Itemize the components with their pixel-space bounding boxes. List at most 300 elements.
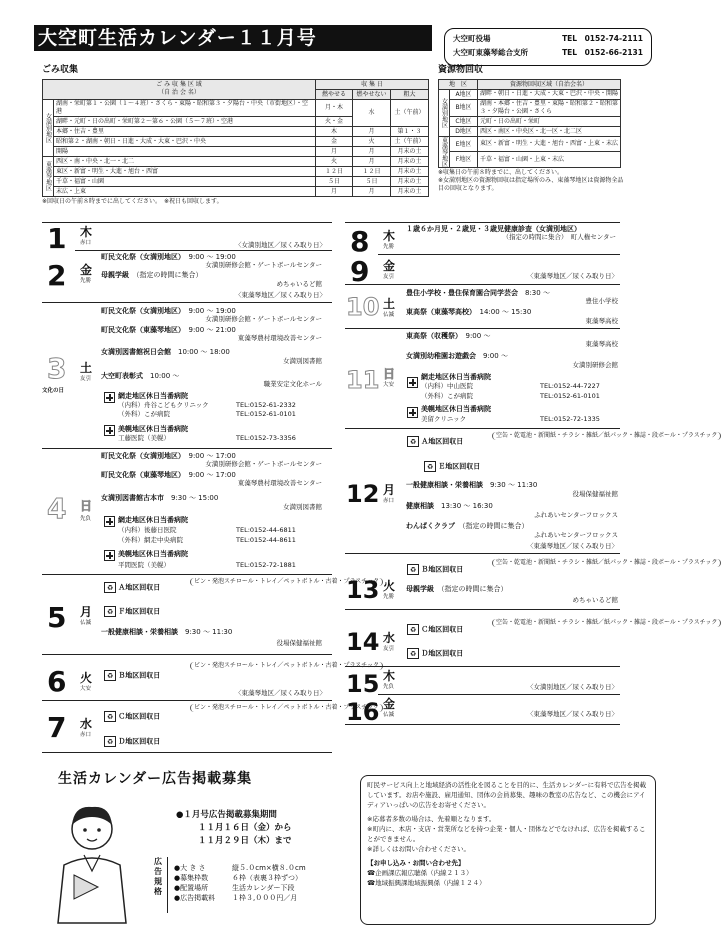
day-weekday: 日 bbox=[383, 367, 396, 381]
ad-contact-line: 企画課広報広聴係（内線２１３） bbox=[375, 869, 473, 877]
day-weekday: 木 bbox=[383, 669, 396, 683]
area-cell: 昭和第２・湖南・朝日・日進・大成・大東・巴沢・中央 bbox=[54, 136, 316, 146]
area-cell: 開陽 bbox=[54, 146, 316, 156]
collection-label: Ｃ地区回収日 bbox=[118, 712, 161, 721]
phone-icon: ☎ bbox=[367, 879, 376, 887]
collection-items: ビン・発泡スチロール・トレイ／ペットボトル・古着・プラスチック bbox=[190, 704, 383, 712]
event-place: 東藻琴高校 bbox=[585, 317, 618, 325]
collection-label: Ｂ地区回収日 bbox=[421, 565, 464, 574]
burn-cell: 火 bbox=[316, 156, 353, 166]
event-name: 町民文化祭（東藻琴地区） bbox=[101, 471, 182, 479]
event-time: 9:00 ～ 21:00 bbox=[188, 326, 236, 334]
cross-icon bbox=[104, 392, 115, 403]
ad-period-start: １１月１６日（金）から bbox=[198, 823, 292, 833]
event-time: 9:00 ～ 17:00 bbox=[188, 452, 236, 460]
burn-cell: 月 bbox=[316, 146, 353, 156]
hospital-block bbox=[104, 392, 115, 403]
noburn-cell: 水 bbox=[353, 99, 391, 126]
event-name: 町民文化祭（東藻琴地区） bbox=[101, 326, 182, 334]
group-label: 東藻琴地区 bbox=[440, 136, 448, 167]
zone-areas: 東区・新富・明生・大進・旭台・西富・上東・末広 bbox=[478, 136, 621, 152]
garbage-title: ごみ収集 bbox=[42, 65, 79, 75]
area-cell: 西区・南・中央・北一・北二 bbox=[54, 156, 316, 166]
day-rokuyo: 先負 bbox=[80, 516, 92, 522]
day-number: 3 bbox=[47, 352, 67, 385]
hospital-tel: TEL:0152-61-0101 bbox=[540, 392, 600, 400]
large-cell: 第１・３ bbox=[391, 126, 429, 136]
event-time: 10:00 ～ 18:00 bbox=[178, 348, 230, 356]
recycle-icon: ♻ bbox=[407, 648, 419, 659]
office-name: 大空町東藻琴総合支所 bbox=[453, 48, 528, 57]
spec-value: 縦５.０cm×横８.０cm bbox=[232, 864, 306, 872]
large-cell: 月末の土 bbox=[391, 146, 429, 156]
event-place: めちゃいるど館 bbox=[572, 596, 618, 604]
day-number: 14 bbox=[346, 628, 380, 656]
ad-note: ※町内に、本店・支店・営業所などを持つ企業・個人・団体などでなければ、広告を掲載することができません。 bbox=[367, 825, 646, 843]
day-weekday: 木 bbox=[80, 225, 93, 239]
day-weekday: 月 bbox=[80, 605, 93, 619]
day-weekday: 火 bbox=[383, 579, 396, 593]
burn-cell: 火・金 bbox=[316, 116, 353, 126]
collection-badge bbox=[104, 582, 160, 593]
ad-title: 生活カレンダー広告掲載募集 bbox=[58, 771, 253, 787]
event-title bbox=[101, 348, 230, 356]
divider bbox=[42, 222, 332, 223]
hospital-tel: TEL:0152-72-1881 bbox=[236, 561, 296, 569]
event-title bbox=[406, 522, 529, 530]
day-note: 〈東藻琴地区／尿くみ取り日〉 bbox=[527, 542, 618, 550]
event-place: 女満別研修会館 bbox=[572, 361, 618, 369]
day-weekday: 金 bbox=[383, 259, 396, 273]
collection-items: 空缶・乾電池・新聞紙・チラシ・雑紙／紙パック・雑誌・段ボール・プラスチック bbox=[492, 432, 721, 440]
noburn-cell: 月 bbox=[353, 146, 391, 156]
burn-cell: 月・木 bbox=[316, 99, 353, 116]
col-burn: 燃やせる bbox=[316, 89, 353, 99]
day-rokuyo: 赤口 bbox=[80, 240, 92, 246]
large-cell: 月末の土 bbox=[391, 166, 429, 176]
event-time: 9:30 ～ 11:30 bbox=[490, 481, 538, 489]
event-place: 女満別研修会館・ゲートボールセンター bbox=[205, 261, 322, 269]
day-number: 8 bbox=[350, 225, 370, 258]
hospital-title: 美幌地区休日当番病院 bbox=[421, 405, 491, 413]
recycle-note-line: ※女満別地区の資源物回収は指定場所のみ、東藻琴地区は資源物全品目の回収となります。 bbox=[438, 176, 624, 192]
area-cell: 湖南・栄町第１・公園（１～４班）・さくら・東陽・昭和第３・夕陽台・中央（市街地区）・空港 bbox=[54, 99, 316, 116]
event-name: 母親学級 bbox=[406, 585, 434, 593]
day-note: 〈女満別地区／尿くみ取り日〉 bbox=[235, 241, 326, 249]
day-weekday: 火 bbox=[80, 671, 93, 685]
event-title bbox=[406, 585, 508, 593]
zone-areas: 西区・南区・中央区・北一区・北二区 bbox=[478, 126, 621, 136]
garbage-col-area-sub: （自 治 会 名） bbox=[158, 89, 200, 97]
spec-key: ●募集枠数 bbox=[174, 874, 209, 882]
day-number: 10 bbox=[346, 293, 380, 321]
event-title: １歳６か月児・２歳児・３歳児健康診査（女満別地区） bbox=[406, 225, 581, 233]
event-title bbox=[406, 332, 490, 340]
collection-label: Ｃ地区回収日 bbox=[421, 625, 464, 634]
event-title bbox=[101, 372, 179, 380]
event-place: 女満別研修会館・ゲートボールセンター bbox=[205, 460, 322, 468]
ad-period-label: ●１月号広告掲載募集期間 bbox=[176, 810, 277, 820]
recycle-icon: ♻ bbox=[104, 606, 116, 617]
day-note: 〈東藻琴地区／尿くみ取り日〉 bbox=[527, 272, 618, 280]
day-rokuyo: 先勝 bbox=[383, 244, 395, 250]
day-number: 1 bbox=[47, 222, 67, 255]
divider bbox=[345, 284, 620, 285]
hospital-tel: TEL:0152-44-6811 bbox=[236, 526, 296, 534]
day-number: 2 bbox=[47, 259, 67, 292]
event-title bbox=[406, 352, 508, 360]
burn-cell: １２日 bbox=[316, 166, 353, 176]
zone-cell: E地区 bbox=[450, 136, 478, 152]
hospital-name: （外科）こが病院 bbox=[421, 392, 473, 400]
spec-key: ●大 き さ bbox=[174, 864, 206, 872]
event-place: ふれあいセンターフロックス bbox=[534, 531, 618, 539]
recycle-icon: ♻ bbox=[104, 711, 116, 722]
ad-contact bbox=[367, 868, 649, 878]
event-time: 10:00 ～ bbox=[150, 372, 180, 380]
hospital-name: （内科）後藤日医院 bbox=[118, 526, 177, 534]
day-rokuyo: 仏滅 bbox=[383, 312, 395, 318]
event-place: 東藻琴農村環境改善センター bbox=[237, 479, 322, 487]
area-cell: 本郷・住吉・豊里 bbox=[54, 126, 316, 136]
day-rokuyo: 先負 bbox=[383, 684, 395, 690]
event-title bbox=[406, 289, 550, 297]
day-number: 13 bbox=[346, 576, 380, 604]
event-time: （指定の時間に集合） bbox=[441, 585, 508, 593]
noburn-cell: ５日 bbox=[353, 176, 391, 186]
hospital-name: （内科）舟谷こどもクリニック bbox=[118, 401, 209, 409]
hospital-title: 網走地区休日当番病院 bbox=[118, 516, 188, 524]
recycle-icon: ♻ bbox=[104, 582, 116, 593]
phone-icon: ☎ bbox=[367, 869, 376, 877]
event-place: 豊住小学校 bbox=[585, 297, 618, 305]
event-place: 役場保健福祉館 bbox=[276, 639, 322, 647]
day-number: 4 bbox=[47, 492, 67, 525]
day-weekday: 金 bbox=[383, 697, 396, 711]
collection-items: ビン・発泡スチロール・トレイ／ペットボトル・古着・プラスチック bbox=[190, 662, 383, 670]
zone-cell: D地区 bbox=[450, 126, 478, 136]
collection-label: Ａ地区回収日 bbox=[118, 583, 161, 592]
col-large: 粗大 bbox=[391, 89, 429, 99]
area-cell: 湖畔・元町・日の出町・栄町第２～第６・公園（５～７班）・空港 bbox=[54, 116, 316, 126]
event-name: 一般健康相談・栄養相談 bbox=[101, 628, 178, 636]
event-name: 町民文化祭（女満別地区） bbox=[101, 253, 182, 261]
ad-info-box bbox=[360, 775, 656, 925]
recycle-icon: ♻ bbox=[104, 736, 116, 747]
hospital-name: 平間医院（美幌） bbox=[118, 561, 170, 569]
event-place: 東藻琴高校 bbox=[585, 340, 618, 348]
hospital-name: （内科）中山医院 bbox=[421, 382, 473, 390]
hospital-block bbox=[407, 377, 418, 388]
zone-areas: 湖畔・朝日・日進・大成・大東・巴沢・中央・開陽 bbox=[478, 89, 621, 99]
divider bbox=[42, 654, 332, 655]
collection-badge bbox=[424, 461, 480, 472]
hospital-block bbox=[407, 407, 418, 418]
collection-badge bbox=[104, 670, 160, 681]
noburn-cell: 火 bbox=[353, 136, 391, 146]
cross-icon bbox=[104, 516, 115, 527]
spec-key: ●広告掲載料 bbox=[174, 894, 216, 902]
divider bbox=[42, 302, 332, 303]
event-title bbox=[101, 326, 236, 334]
recycle-icon: ♻ bbox=[104, 670, 116, 681]
garbage-note: ※回収日の午前８時までに出してください。 ※祝日も回収します。 bbox=[42, 197, 223, 205]
recycle-col-area: 地 区 bbox=[439, 79, 478, 89]
group-label: 女満別地区 bbox=[439, 89, 450, 136]
large-cell: 月末の土 bbox=[391, 186, 429, 196]
event-name: 町民文化祭（女満別地区） bbox=[101, 452, 182, 460]
ad-spec-label: 広告規格 bbox=[154, 857, 168, 913]
ad-contact-line: 地域振興課地域振興係（内線１２４） bbox=[375, 879, 486, 887]
event-name: 東高祭（東藻琴高校） bbox=[406, 308, 473, 316]
hospital-block bbox=[104, 550, 115, 561]
event-time: 9:00 ～ 17:00 bbox=[188, 471, 236, 479]
zone-areas: 湖南・本郷・住吉・豊里・東陽・昭和第２・昭和第３・夕陽台・公園・さくら bbox=[478, 99, 621, 116]
day-number: 6 bbox=[47, 665, 67, 698]
noburn-cell: 月 bbox=[353, 186, 391, 196]
zone-cell: B地区 bbox=[450, 99, 478, 116]
area-cell: 末広・上東 bbox=[54, 186, 316, 196]
ad-section bbox=[38, 769, 656, 929]
day-weekday: 水 bbox=[383, 631, 396, 645]
office-tel: TEL 0152-66-2131 bbox=[562, 48, 643, 57]
event-time: 9:00 ～ 19:00 bbox=[188, 253, 236, 261]
hospital-tel: TEL:0152-61-0101 bbox=[236, 410, 296, 418]
day-rokuyo: 仏滅 bbox=[383, 712, 395, 718]
office-tel: TEL 0152-74-2111 bbox=[562, 34, 643, 43]
recycle-icon: ♻ bbox=[407, 624, 419, 635]
page-title: 大空町生活カレンダー１１月号 bbox=[34, 25, 432, 51]
divider bbox=[378, 254, 620, 255]
hospital-name: 工藤医院（美幌） bbox=[118, 434, 170, 442]
spec-value: １枠３,０００円／月 bbox=[232, 894, 298, 902]
ad-period bbox=[176, 809, 292, 848]
divider bbox=[42, 448, 332, 449]
event-name: 健康相談 bbox=[406, 502, 434, 510]
burn-cell: ５日 bbox=[316, 176, 353, 186]
hospital-block bbox=[104, 516, 115, 527]
group-label: 女満別地区 bbox=[43, 99, 54, 156]
day-weekday: 土 bbox=[383, 297, 396, 311]
event-title bbox=[101, 628, 232, 636]
day-number: 5 bbox=[47, 601, 67, 634]
day-rokuyo: 仏滅 bbox=[80, 620, 92, 626]
event-time: 9:00 ～ bbox=[465, 332, 491, 340]
collection-items: ビン・発泡スチロール・トレイ／ペットボトル・古着・プラスチック bbox=[190, 578, 383, 586]
recycle-icon: ♻ bbox=[407, 564, 419, 575]
event-time: （指定の時間に集合） bbox=[462, 522, 529, 530]
hospital-tel: TEL:0152-44-7227 bbox=[540, 382, 600, 390]
large-cell: 月末の土 bbox=[391, 176, 429, 186]
recycle-title: 資源物回収 bbox=[438, 65, 484, 75]
burn-cell: 金 bbox=[316, 136, 353, 146]
large-cell: 土（午前） bbox=[391, 136, 429, 146]
recycle-icon: ♻ bbox=[407, 436, 419, 447]
large-cell: 土（午前） bbox=[391, 99, 429, 126]
day-note: 〈東藻琴地区／尿くみ取り日〉 bbox=[527, 710, 618, 718]
area-cell: 東区・新富・明生・大進・旭台・西富 bbox=[54, 166, 316, 176]
day-rokuyo: 先勝 bbox=[80, 278, 92, 284]
cross-icon bbox=[407, 407, 418, 418]
event-place: めちゃいるど館 bbox=[276, 280, 322, 288]
spec-value: ６枠（表裏３枠ずつ） bbox=[232, 874, 302, 882]
hospital-block bbox=[104, 425, 115, 436]
divider bbox=[42, 574, 332, 575]
day-rokuyo: 友引 bbox=[383, 274, 395, 280]
collection-badge bbox=[104, 711, 160, 722]
recycle-col-zone: 資源物回収区域（自治会名） bbox=[478, 79, 621, 89]
collection-label: Ｆ地区回収日 bbox=[118, 607, 161, 616]
event-name: 母親学級 bbox=[101, 271, 129, 279]
event-time: （指定の時間に集合） bbox=[136, 271, 203, 279]
day-weekday: 木 bbox=[383, 229, 396, 243]
collection-label: Ａ地区回収日 bbox=[421, 437, 464, 446]
recycle-icon: ♻ bbox=[424, 461, 436, 472]
collection-items: 空缶・乾電池・新聞紙・チラシ・雑紙／紙パック・雑誌・段ボール・プラスチック bbox=[492, 559, 721, 567]
zone-areas: 元町・日の出町・栄町 bbox=[478, 116, 621, 126]
event-place: 役場保健福祉館 bbox=[572, 490, 618, 498]
cross-icon bbox=[104, 425, 115, 436]
hospital-name: （外科）こが病院 bbox=[118, 410, 170, 418]
day-number: 9 bbox=[350, 255, 370, 288]
event-time: 8:30 ～ bbox=[525, 289, 550, 297]
day-rokuyo: 赤口 bbox=[80, 732, 92, 738]
divider bbox=[345, 328, 620, 329]
day-number: 15 bbox=[346, 670, 380, 698]
divider bbox=[42, 752, 332, 753]
group-label: 東藻琴地区 bbox=[43, 156, 54, 196]
burn-cell: 木 bbox=[316, 126, 353, 136]
divider bbox=[345, 222, 620, 223]
ad-contact bbox=[367, 878, 649, 888]
day-rokuyo: 大安 bbox=[80, 686, 92, 692]
day-rokuyo: 大安 bbox=[383, 382, 395, 388]
area-cell: 千草・福富・山園 bbox=[54, 176, 316, 186]
collection-label: Ｅ地区回収日 bbox=[438, 462, 481, 471]
hospital-title: 美幌地区休日当番病院 bbox=[118, 550, 188, 558]
event-title bbox=[406, 502, 493, 510]
event-time: 9:30 ～ 15:00 bbox=[171, 494, 219, 502]
divider bbox=[345, 428, 620, 429]
zone-cell: A地区 bbox=[450, 89, 478, 99]
ad-contact-title: 【お申し込み・お問い合わせ先】 bbox=[367, 859, 465, 867]
event-time: 9:00 ～ 19:00 bbox=[188, 307, 236, 315]
divider bbox=[75, 250, 332, 251]
event-place: 女満別図書館 bbox=[283, 503, 322, 511]
event-title bbox=[101, 471, 236, 479]
day-number: 16 bbox=[346, 698, 380, 726]
hospital-title: 美幌地区休日当番病院 bbox=[118, 425, 188, 433]
spec-value: 生活カレンダー下段 bbox=[232, 884, 295, 892]
event-name: 町民文化祭（女満別地区） bbox=[101, 307, 182, 315]
spec-key: ●配置場所 bbox=[174, 884, 209, 892]
collection-badge bbox=[407, 564, 463, 575]
recycle-note-line: ※収集日の午前８時までに、出してください。 bbox=[438, 168, 564, 176]
event-name: 一般健康相談・栄養相談 bbox=[406, 481, 483, 489]
ad-note: ※応募者多数の場合は、先着順となります。 bbox=[367, 815, 496, 823]
event-place: ふれあいセンターフロックス bbox=[534, 511, 618, 519]
day-rokuyo: 赤口 bbox=[383, 498, 395, 504]
garbage-col-area: ご み 収 集 区 域 bbox=[156, 81, 202, 89]
day-note: 〈東藻琴地区／尿くみ取り日〉 bbox=[235, 689, 326, 697]
collection-badge bbox=[104, 736, 160, 747]
event-name: 豊住小学校・豊住保育園合同学芸会 bbox=[406, 289, 518, 297]
divider bbox=[345, 724, 620, 725]
event-time: 13:30 ～ 16:30 bbox=[441, 502, 493, 510]
hospital-name: （外科）網走中央病院 bbox=[118, 536, 183, 544]
event-note: （指定の時間に集合） 町人権センター bbox=[502, 233, 616, 241]
day-number: 12 bbox=[346, 480, 380, 508]
hospital-tel: TEL:0152-73-3356 bbox=[236, 434, 296, 442]
collection-badge bbox=[407, 624, 463, 635]
event-place: 女満別図書館 bbox=[283, 357, 322, 365]
day-number: 7 bbox=[47, 711, 67, 744]
day-weekday: 水 bbox=[80, 717, 93, 731]
zone-areas: 千草・福富・山園・上東・末広 bbox=[478, 152, 621, 168]
event-place: 職業安定文化ホール bbox=[263, 380, 322, 388]
day-rokuyo: 友引 bbox=[383, 646, 395, 652]
day-note: 〈東藻琴地区／尿くみ取り日〉 bbox=[235, 291, 326, 299]
hospital-title: 網走地区休日当番病院 bbox=[421, 373, 491, 381]
burn-cell: 月 bbox=[316, 186, 353, 196]
noburn-cell: 月 bbox=[353, 126, 391, 136]
collection-badge bbox=[104, 606, 160, 617]
event-time: 9:00 ～ bbox=[483, 352, 508, 360]
person-illustration-icon bbox=[44, 795, 140, 925]
cross-icon bbox=[104, 550, 115, 561]
event-name: 東高祭（収穫祭） bbox=[406, 332, 459, 340]
event-title bbox=[406, 308, 531, 316]
day-rokuyo: 友引 bbox=[80, 376, 92, 382]
event-name: 大空町表彰式 bbox=[101, 372, 143, 380]
event-name: 女満別図書館祝日会館 bbox=[101, 348, 171, 356]
event-place: 東藻琴農村環境改善センター bbox=[237, 334, 322, 342]
event-title bbox=[101, 271, 203, 279]
day-weekday: 金 bbox=[80, 263, 93, 277]
day-note: 〈女満別地区／尿くみ取り日〉 bbox=[527, 683, 618, 691]
divider bbox=[378, 694, 620, 695]
day-weekday: 月 bbox=[383, 483, 396, 497]
event-name: 女満別幼稚園お遊戯会 bbox=[406, 352, 476, 360]
noburn-cell: 月 bbox=[353, 156, 391, 166]
hospital-tel: TEL:0152-61-2332 bbox=[236, 401, 296, 409]
event-time: 14:00 ～ 15:30 bbox=[479, 308, 532, 316]
noburn-cell: １２日 bbox=[353, 166, 391, 176]
divider bbox=[345, 609, 620, 610]
day-weekday: 土 bbox=[80, 361, 93, 375]
collection-label: Ｂ地区回収日 bbox=[118, 671, 161, 680]
collection-label: Ｄ地区回収日 bbox=[118, 737, 161, 746]
large-cell: 月末の土 bbox=[391, 156, 429, 166]
holiday-label: 文化の日 bbox=[42, 388, 65, 394]
cross-icon bbox=[407, 377, 418, 388]
ad-note: ※詳しくはお問い合わせください。 bbox=[367, 845, 470, 853]
event-time: 9:30 ～ 11:30 bbox=[185, 628, 233, 636]
ad-description: 町民サービス向上と地域経済の活性化を図ることを目的に、生活カレンダーに有料で広告を掲載しています。お店や施設、雇用通知、団体の会員募集、趣味の教室の広告など、この機会にアイディアいっぱいの広告をお寄せください。 bbox=[367, 781, 647, 809]
col-noburn: 燃やせない bbox=[353, 89, 391, 99]
hospital-title: 網走地区休日当番病院 bbox=[118, 392, 188, 400]
day-weekday: 日 bbox=[80, 499, 93, 513]
collection-label: Ｄ地区回収日 bbox=[421, 649, 464, 658]
ad-period-end: １１月２９日（木）まで bbox=[198, 836, 292, 846]
zone-cell: F地区 bbox=[450, 152, 478, 168]
event-name: 女満別図書館古本市 bbox=[101, 494, 164, 502]
event-title bbox=[101, 494, 218, 502]
day-rokuyo: 先勝 bbox=[383, 594, 395, 600]
hospital-tel: TEL:0152-44-8611 bbox=[236, 536, 296, 544]
day-number: 11 bbox=[346, 366, 380, 394]
event-place: 女満別研修会館・ゲートボールセンター bbox=[205, 315, 322, 323]
